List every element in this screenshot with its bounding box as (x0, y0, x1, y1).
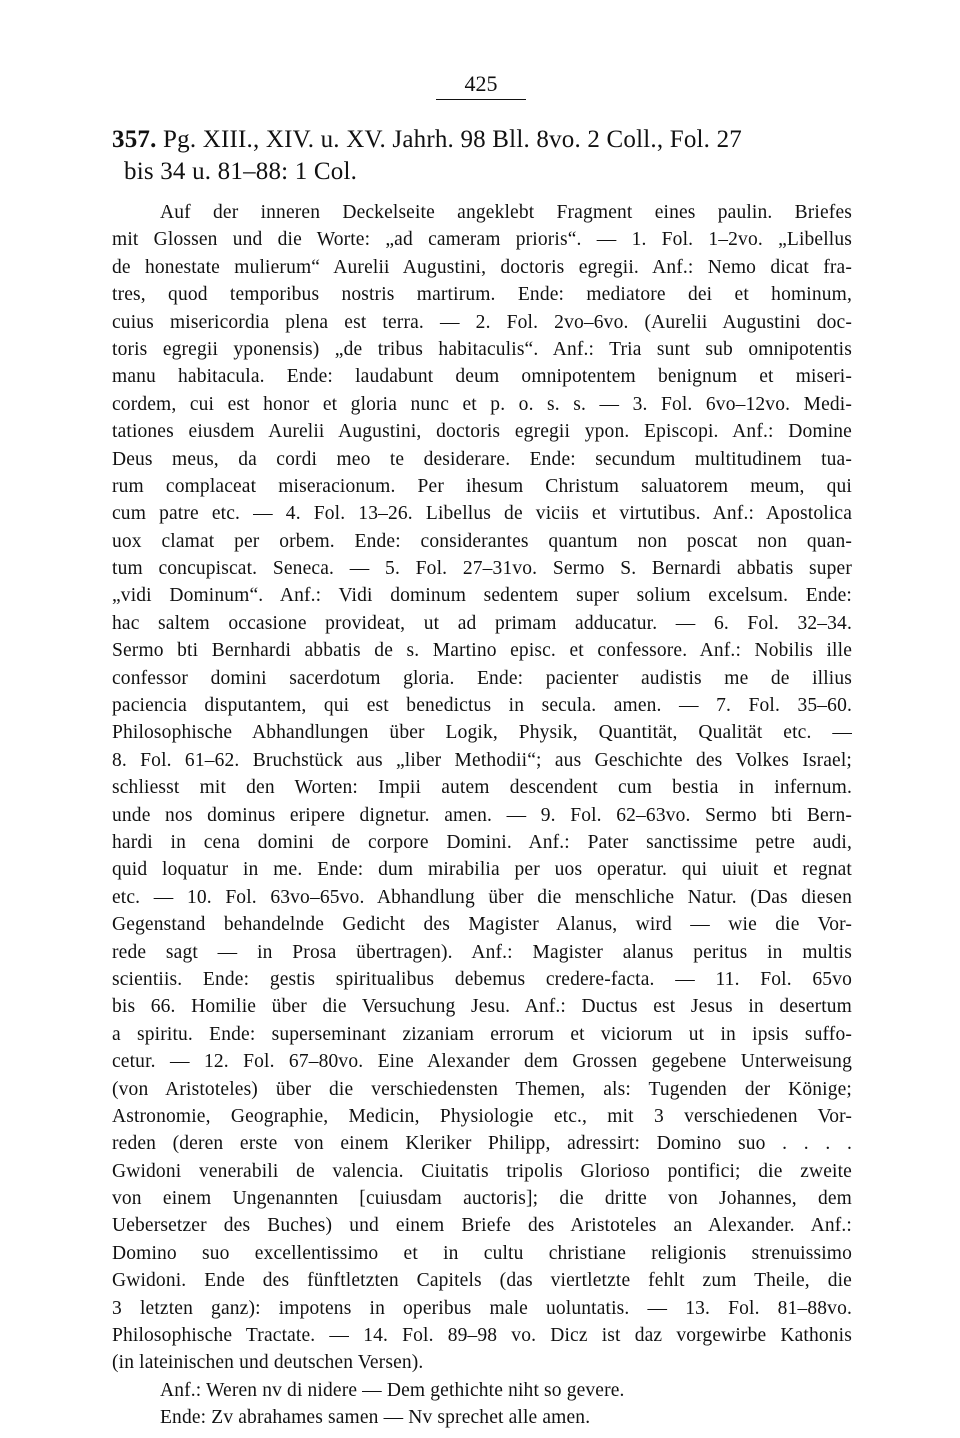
page-number: 425 (464, 71, 498, 96)
body-line: rum complaceat miseracionum. Per ihesum Christum saluatorem meum, qui (112, 475, 852, 497)
body-line: etc. — 10. Fol. 63vo–65vo. Abhandlung über die menschliche Natur. (Das diesen (112, 886, 852, 908)
body-line: quid loquatur in me. Ende: dum mirabilia per uos operatur. qui uiuit et regnat (112, 859, 852, 881)
body-line: rede sagt — in Prosa übertragen). Anf.: Magister alanus peritus in multis (112, 941, 852, 963)
body-line: cum patre etc. — 4. Fol. 13–26. Libellus de viciis et virtutibus. Anf.: Apostolica (112, 503, 852, 525)
page-number-rule (436, 99, 526, 100)
body-line: Auf der inneren Deckelseite angeklebt Fragment eines paulin. Briefes (160, 202, 852, 223)
body-line: cordem, cui est honor et gloria nunc et p. o. s. s. — 3. Fol. 6vo–12vo. Medi- (112, 393, 852, 415)
body-line: manu habitacula. Ende: laudabunt deum omnipotentem benignum et miseri- (112, 366, 852, 388)
body-line: von einem Ungenannten [cuiusdam auctoris]; die dritte von Johannes, dem (112, 1188, 852, 1210)
body-line: hac saltem occasione provideat, ut ad primam adducatur. — 6. Fol. 32–34. (112, 612, 852, 634)
body-line: reden (deren erste von einem Kleriker Philipp, adressirt: Domino suo . . . . (112, 1133, 852, 1155)
entry-number: 357. (112, 126, 157, 153)
body-line: (von Aristoteles) über die verschiedensten Themen, als: Tugenden der Könige; (112, 1078, 852, 1100)
body-line: a spiritu. Ende: superseminant zizaniam errorum et viciorum ut in ipsis suffo- (112, 1023, 852, 1045)
body-line: Deus meus, da cordi meo te desiderare. Ende: secundum multitudinem tua- (112, 448, 852, 470)
body-line: Uebersetzer des Buches) und einem Briefe des Aristoteles an Alexander. Anf.: (112, 1215, 852, 1237)
body-line: 8. Fol. 61–62. Bruchstück aus „liber Methodii“; aus Geschichte des Volkes Israel; (112, 749, 852, 771)
body-line: (in lateinischen und deutschen Versen). (112, 1352, 424, 1374)
body-line: scientiis. Ende: gestis spiritualibus debemus credere-facta. — 11. Fol. 65vo (112, 968, 852, 990)
verse-explicit-line: Ende: Zv abrahames samen — Nv sprechet alle amen. (160, 1407, 591, 1429)
body-line: uox clamat per orbem. Ende: considerantes quantum non poscat non quan- (112, 530, 852, 552)
body-line: schliesst mit den Worten: Impii autem descendent cum bestia in infernum. (112, 777, 852, 799)
body-line: Domino suo excellentissimo et in cultu christiane religionis strenuissimo (112, 1242, 852, 1264)
body-line: cetur. — 12. Fol. 67–80vo. Eine Alexander dem Grossen gegebene Unterweisung (112, 1051, 852, 1073)
body-line: paciencia disputantem, qui est benedictus in secula. amen. — 7. Fol. 35–60. (112, 695, 852, 717)
entry-heading-line-1 (112, 124, 852, 156)
body-line: hardi in cena domini de corpore Domini. Anf.: Pater sanctissime petre audi, (112, 831, 852, 853)
verse-incipit-line: Anf.: Weren nv di nidere — Dem gethichte niht so gevere. (160, 1379, 625, 1401)
entry-heading-line-2: bis 34 u. 81–88: 1 Col. (124, 158, 358, 185)
body-line: tum concupiscat. Seneca. — 5. Fol. 27–31vo. Sermo S. Bernardi abbatis super (112, 558, 852, 580)
body-line: bis 66. Homilie über die Versuchung Jesu. Anf.: Ductus est Jesus in desertum (112, 996, 852, 1018)
body-line: Philosophische Tractate. — 14. Fol. 89–98 vo. Dicz ist daz vorgewirbe Kathonis (112, 1325, 852, 1347)
entry-body (112, 199, 852, 1432)
body-line: toris egregii yponensis) „de tribus habitaculis“. Anf.: Tria sunt sub omnipotentis (112, 338, 852, 360)
body-line: Gwidoni venerabili de valencia. Ciuitatis tripolis Glorioso pontifici; die zweite (112, 1160, 852, 1182)
body-line: Astronomie, Geographie, Medicin, Physiologie etc., mit 3 verschiedenen Vor- (112, 1105, 852, 1127)
body-line: Sermo bti Bernhardi abbatis de s. Martino episc. et confessore. Anf.: Nobilis ille (112, 640, 852, 662)
body-line: unde nos dominus eripere dignetur. amen. — 9. Fol. 62–63vo. Sermo bti Bern- (112, 804, 852, 826)
body-line: mit Glossen und die Worte: „ad cameram prioris“. — 1. Fol. 1–2vo. „Libellus (112, 229, 852, 251)
body-line: „vidi Dominum“. Anf.: Vidi dominum sedentem super solium excelsum. Ende: (112, 585, 852, 607)
body-line: Gegenstand behandelnde Gedicht des Magister Alanus, wird — wie die Vor- (112, 914, 852, 936)
body-line: 3 letzten ganz): impotens in operibus male uoluntatis. — 13. Fol. 81–88vo. (112, 1297, 852, 1319)
body-line: confessor domini sacerdotum gloria. Ende: pacienter audistis me de illius (112, 667, 852, 689)
entry-heading-text: Pg. XIII., XIV. u. XV. Jahrh. 98 Bll. 8vo. 2 Coll., Fol. 27 (163, 126, 742, 153)
body-line: de honestate mulierum“ Aurelii Augustini, doctoris egregii. Anf.: Nemo dicat fra- (112, 256, 852, 278)
body-line: Philosophische Abhandlungen über Logik, Physik, Quantität, Qualität etc. — (112, 722, 852, 744)
body-line: tres, quod temporibus nostris martirum. Ende: mediatore dei et hominum, (112, 284, 852, 306)
body-line: cuius misericordia plena est terra. — 2. Fol. 2vo–6vo. (Aurelii Augustini doc- (112, 311, 852, 333)
body-line: Gwidoni. Ende des fünftletzten Capitels (das viertletzte fehlt zum Theile, die (112, 1270, 852, 1292)
entry-heading (112, 124, 852, 188)
body-line: tationes eiusdem Aurelii Augustini, doctoris egregii ypon. Episcopi. Anf.: Domine (112, 421, 852, 443)
